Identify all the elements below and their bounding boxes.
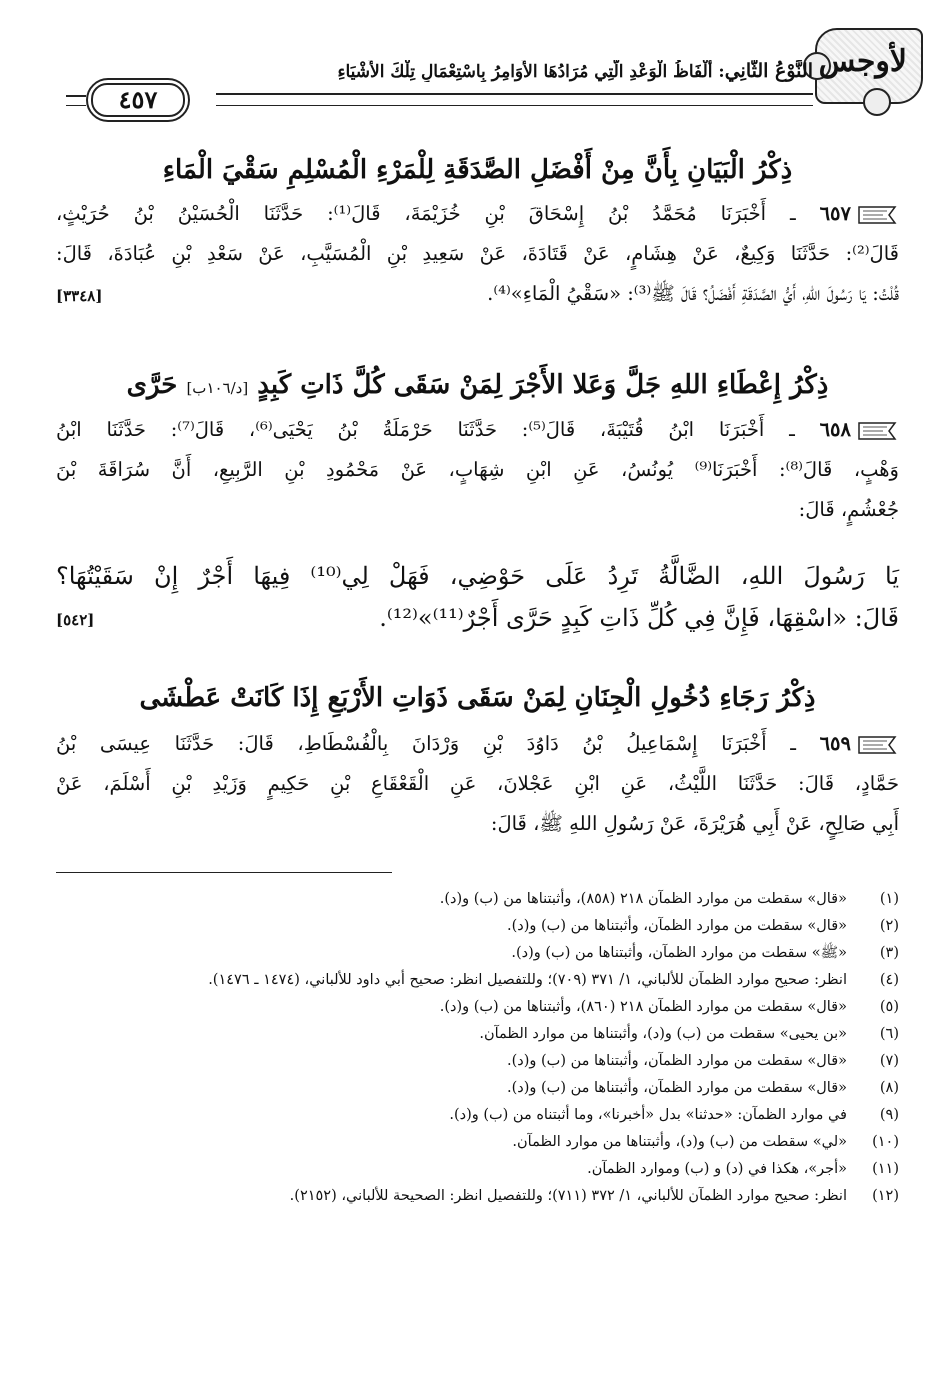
puzzle-emblem-icon <box>815 28 923 104</box>
page-number: ٤٥٧ <box>91 83 185 117</box>
section-heading: ذِكْرُ رَجَاءِ دُخُولِ الْجِنَانِ لِمَنْ سَقَى ذَوَاتِ الأَرْبَعِ إِذَا كَانَتْ عَطْشَى <box>139 683 816 713</box>
page-number-box <box>86 78 190 122</box>
header-divider <box>216 93 813 106</box>
section-heading: ذِكْرُ إِعْطَاءِ اللهِ جَلَّ وَعَلا الأَجْرَ لِمَنْ سَقَى كُلَّ ذَاتِ كَبِدٍ [د/١٠٦ب] حَرَّى <box>126 370 829 400</box>
footnote: (٣) «ﷺ» سقطت من موارد الظمآن، وأثبتناها من (ب) و(د). <box>511 945 899 961</box>
header-divider-left <box>66 95 86 106</box>
book-marker-icon <box>857 419 899 443</box>
hadith-text: ٦٥٧ ـ أَخْبَرَنَا مُحَمَّدُ بْنُ إِسْحَاقَ بْنِ خُزَيْمَةَ، قَالَ⁽¹⁾: حَدَّثَنَا الْحُسَيْنُ بْنُ حُرَيْثٍ، قَالَ⁽²⁾: حَدَّثَنَا وَكِيعٌ، عَنْ هِشَامٍ، عَنْ قَتَادَةَ، عَنْ سَعِيدِ بْنِ الْمُسَيَّبِ، عَنْ سَعْدِ بْنِ عُبَادَةَ، قَالَ: قُلْتُ: يَا رَسُولَ اللهِ، أَيُّ الصَّدَقَةِ أَفْضَلُ؟ قَالَ ﷺ⁽³⁾: «سَقْيُ الْمَاءِ»⁽⁴⁾. [٣٣٤٨] <box>56 194 899 316</box>
footnote: (٩) في موارد الظمآن: «حدثنا» بدل «أخبرنا»، وما أثبتناه من (ب) و(د). <box>449 1107 899 1123</box>
hadith-number: ٦٥٧ <box>819 202 851 225</box>
footnote: (١٢) انظر: صحيح موارد الظمآن للألباني، ١/ ٣٧٢ (٧١١)؛ وللتفصيل انظر: الصحيحة للألباني، (٢١٥٢). <box>289 1188 899 1204</box>
book-marker-icon <box>857 733 899 757</box>
hadith-text: ٦٥٨ ـ أَخْبَرَنَا ابْنُ قُتَيْبَةَ، قَالَ⁽⁵⁾: حَدَّثَنَا حَرْمَلَةُ بْنُ يَحْيَى⁽⁶⁾، قَالَ⁽⁷⁾: حَدَّثَنَا ابْنُ وَهْبٍ، قَالَ⁽⁸⁾: أَخْبَرَنَا⁽⁹⁾ يُونُسُ، عَنِ ابْنِ شِهَابٍ، عَنْ مَحْمُودِ بْنِ الرَّبِيعِ، أَنَّ سُرَاقَةَ بْنَ جُعْشُمٍ، قَالَ: <box>56 418 899 521</box>
hadith-quote: يَا رَسُولَ اللهِ، الضَّالَّةُ تَرِدُ عَلَى حَوْضِي، فَهَلْ لِي⁽¹⁰⁾ فِيهَا أَجْرٌ إِنْ سَقَيْتُهَا؟ قَالَ: «اسْقِهَا، فَإِنَّ فِي كُلِّ ذَاتِ كَبِدٍ حَرَّى أَجْرٌ⁽¹¹⁾»⁽¹²⁾. [٥٤٢] <box>56 555 899 641</box>
footnote: (١٠) «لي» سقطت من (ب) و(د)، وأثبتناها من موارد الظمآن. <box>512 1134 899 1150</box>
hadith-number: ٦٥٨ <box>819 418 851 441</box>
running-title: النَّوْعُ الثَّانِي: أَلْفَاظُ الْوَعْدِ الَّتِي مُرَادُهَا الأَوَامِرُ بِاسْتِعْمَالِ تِلْكَ الأَشْيَاءِ <box>337 60 813 82</box>
cross-reference: [٥٤٢] <box>56 611 95 629</box>
footnote-divider <box>56 872 392 873</box>
footnote: (١) «قال» سقطت من موارد الظمآن ٢١٨ (٨٥٨)، وأثبتناها من (ب) و(د). <box>439 891 899 907</box>
heading-reference: [د/١٠٦ب] <box>186 379 249 397</box>
corner-mark: لأوجس <box>818 44 907 79</box>
section-heading: ذِكْرُ الْبَيَانِ بِأَنَّ مِنْ أَفْضَلِ الصَّدَقَةِ لِلْمَرْءِ الْمُسْلِمِ سَقْيَ الْمَاءِ <box>162 155 793 185</box>
footnotes <box>56 886 899 1210</box>
hadith-text: ٦٥٩ ـ أَخْبَرَنَا إِسْمَاعِيلُ بْنُ دَاوُدَ بْنِ وَرْدَانَ بِالْفُسْطَاطِ، قَالَ: حَدَّثَنَا عِيسَى بْنُ حَمَّادٍ، قَالَ: حَدَّثَنَا اللَّيْثُ، عَنِ ابْنِ عَجْلانَ، عَنِ الْقَعْقَاعِ بْنِ حَكِيمٍ وَزَيْدِ بْنِ أَسْلَمَ، عَنْ أَبِي صَالِحٍ، عَنْ أَبِي هُرَيْرَةَ، عَنْ رَسُولِ اللهِ ﷺ، قَالَ: <box>56 732 899 835</box>
footnote: (٧) «قال» سقطت من موارد الظمآن، وأثبتناها من (ب) و(د). <box>507 1053 899 1069</box>
cross-reference: [٣٣٤٨] <box>56 287 103 305</box>
page-header <box>66 20 923 120</box>
book-marker-icon <box>857 203 899 227</box>
footnote: (٢) «قال» سقطت من موارد الظمآن، وأثبتناها من (ب) و(د). <box>507 918 899 934</box>
footnote: (٦) «بن يحيى» سقطت من (ب) و(د)، وأثبتناها من موارد الظمآن. <box>479 1026 899 1042</box>
footnote: (٥) «قال» سقطت من موارد الظمآن ٢١٨ (٨٦٠)، وأثبتناها من (ب) و(د). <box>439 999 899 1015</box>
hadith-number: ٦٥٩ <box>819 732 851 755</box>
footnote: (٨) «قال» سقطت من موارد الظمآن، وأثبتناها من (ب) و(د). <box>507 1080 899 1096</box>
footnote: (١١) «أجر»، هكذا في (د) و (ب) وموارد الظمآن. <box>587 1161 899 1177</box>
footnote: (٤) انظر: صحيح موارد الظمآن للألباني، ١/ ٣٧١ (٧٠٩)؛ وللتفصيل انظر: صحيح أبي داود للألباني، (١٤٧٤ ـ ١٤٧٦). <box>208 972 899 988</box>
